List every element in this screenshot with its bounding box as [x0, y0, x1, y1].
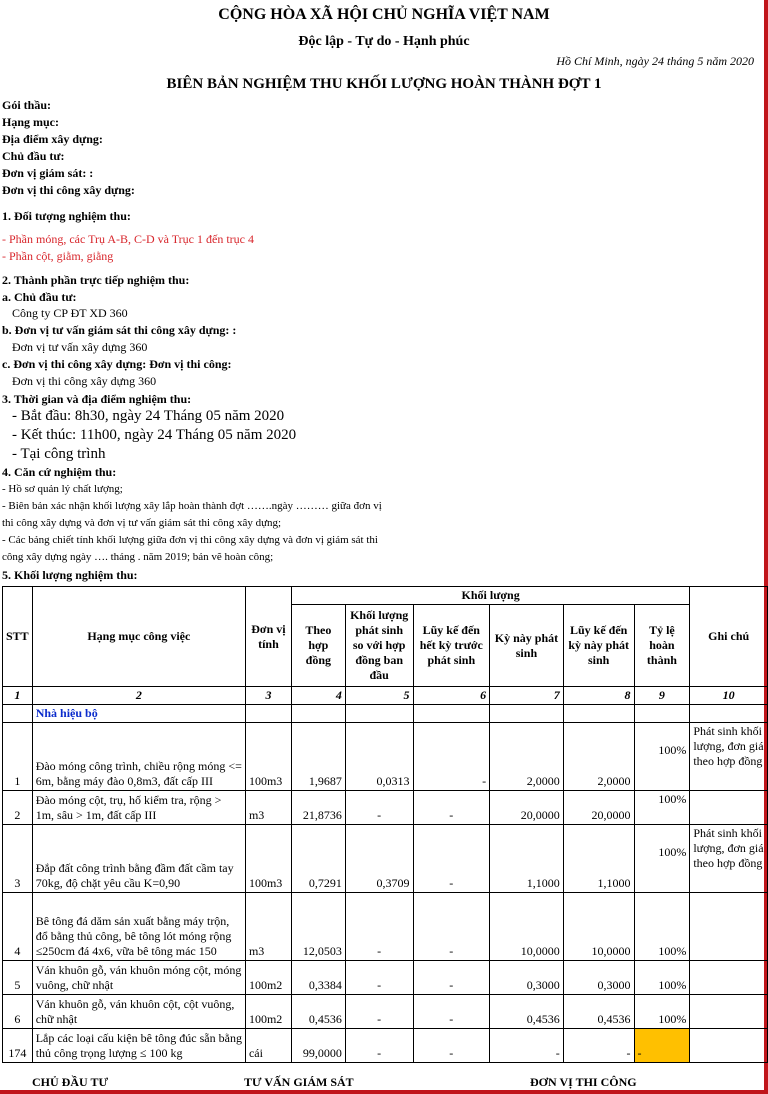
index-cell: 8 [563, 687, 634, 705]
row-this: 10,0000 [490, 893, 564, 961]
national-motto: Độc lập - Tự do - Hạnh phúc [298, 34, 470, 49]
row-this: 20,0000 [490, 791, 564, 825]
field-contractor: Đơn vị thi công xây dựng: [2, 183, 135, 197]
row-desc: Lắp các loại cấu kiện bê tông đúc sẵn bằng thủ công trọng lượng ≤ 100 kg [32, 1029, 245, 1063]
row-desc: Đắp đất công trình bằng đầm đất cầm tay 70kg, độ chặt yêu cầu K=0,90 [32, 825, 245, 893]
col-this-period: Kỳ này phát sinh [490, 605, 564, 687]
row-cumul: 20,0000 [563, 791, 634, 825]
row-rate: 100% [634, 893, 690, 961]
row-cumul: 0,3000 [563, 961, 634, 995]
row-prev: - [413, 1029, 490, 1063]
col-work-item: Hạng mục công việc [32, 587, 245, 687]
row-stt: 3 [3, 825, 33, 893]
section-2a-label: a. Chủ đầu tư: [2, 290, 77, 304]
col-cumulative-now: Lũy kế đến kỳ này phát sinh [563, 605, 634, 687]
row-note [690, 995, 768, 1029]
national-title: CỘNG HÒA XÃ HỘI CHỦ NGHĨA VIỆT NAM [218, 6, 550, 23]
col-contract: Theo hợp đồng [291, 605, 345, 687]
section-3-end: - Kết thúc: 11h00, ngày 24 Tháng 05 năm 2020 [12, 427, 297, 443]
row-unit: 100m2 [245, 961, 291, 995]
row-note [690, 1029, 768, 1063]
row-this: 0,3000 [490, 961, 564, 995]
row-note [690, 961, 768, 995]
row-arising: - [345, 791, 413, 825]
section-4-heading: 4. Căn cứ nghiệm thu: [2, 465, 117, 479]
row-unit: m3 [245, 893, 291, 961]
row-contract: 21,8736 [291, 791, 345, 825]
row-unit: 100m2 [245, 995, 291, 1029]
row-this: 2,0000 [490, 723, 564, 791]
row-desc: Đào móng cột, trụ, hố kiểm tra, rộng > 1m, sâu > 1m, đất cấp III [32, 791, 245, 825]
section-4-line-2: - Biên bản xác nhận khối lượng xây lắp hoàn thành đợt …….ngày ……… giữa đơn vị [2, 500, 382, 512]
index-cell: 6 [413, 687, 490, 705]
section-3-start: - Bắt đầu: 8h30, ngày 24 Tháng 05 năm 2020 [12, 408, 285, 424]
row-stt: 2 [3, 791, 33, 825]
section-1-line-2: - Phần cột, giằm, giằng [2, 249, 114, 263]
section-3-place: - Tại công trình [12, 446, 106, 462]
row-desc: Bê tông đá dăm sản xuất bằng máy trộn, đổ bằng thủ công, bê tông lót móng rộng ≤250cm đá 4x6, vữa bê tông mác 150 [32, 893, 245, 961]
row-desc: Ván khuôn gỗ, ván khuôn móng cột, móng vuông, chữ nhật [32, 961, 245, 995]
table-row [3, 723, 768, 791]
field-item: Hạng mục: [2, 115, 59, 129]
row-note [690, 893, 768, 961]
index-cell: 5 [345, 687, 413, 705]
row-contract: 0,7291 [291, 825, 345, 893]
row-contract: 0,3384 [291, 961, 345, 995]
row-arising: 0,3709 [345, 825, 413, 893]
field-location: Địa điểm xây dựng: [2, 132, 103, 146]
col-completion: Tỷ lệ hoàn thành [634, 605, 690, 687]
section-2a-value: Công ty CP ĐT XD 360 [12, 306, 128, 320]
document-title: BIÊN BẢN NGHIỆM THU KHỐI LƯỢNG HOÀN THÀNH ĐỢT 1 [166, 76, 602, 92]
signature-supervisor: TƯ VẤN GIÁM SÁT [244, 1075, 354, 1089]
section-2c-label: c. Đơn vị thi công xây dựng: Đơn vị thi công: [2, 357, 232, 371]
row-prev: - [413, 825, 490, 893]
table-row [3, 961, 768, 995]
row-this: - [490, 1029, 564, 1063]
row-stt: 1 [3, 723, 33, 791]
field-package: Gói thầu: [2, 98, 52, 112]
row-cumul: 2,0000 [563, 723, 634, 791]
row-cumul: 1,1000 [563, 825, 634, 893]
col-note: Ghi chú [690, 587, 768, 687]
section-4-line-5: công xây dựng ngày …. tháng . năm 2019; bản vẽ hoàn công; [2, 551, 274, 563]
col-cumulative-prev: Lũy kế đến hết kỳ trước phát sinh [413, 605, 490, 687]
row-cumul: - [563, 1029, 634, 1063]
row-arising: - [345, 1029, 413, 1063]
row-desc: Đào móng công trình, chiều rộng móng <= 6m, bằng máy đào 0,8m3, đất cấp III [32, 723, 245, 791]
row-rate: 100% [634, 791, 690, 825]
row-rate: - [634, 1029, 690, 1063]
row-unit: cái [245, 1029, 291, 1063]
row-rate: 100% [634, 825, 690, 893]
row-prev: - [413, 961, 490, 995]
row-arising: - [345, 995, 413, 1029]
field-supervisor: Đơn vị giám sát: : [2, 166, 94, 180]
row-unit: m3 [245, 791, 291, 825]
index-cell: 1 [3, 687, 33, 705]
signature-investor: CHỦ ĐẦU TƯ [32, 1075, 109, 1089]
col-arising: Khối lượng phát sinh so với hợp đồng ban đầu [345, 605, 413, 687]
place-date: Hồ Chí Minh, ngày 24 tháng 5 năm 2020 [556, 54, 754, 68]
index-cell: 10 [690, 687, 768, 705]
group-stt [3, 705, 33, 723]
row-prev: - [413, 791, 490, 825]
row-contract: 12,0503 [291, 893, 345, 961]
section-2c-value: Đơn vị thi công xây dựng 360 [12, 374, 157, 388]
signature-contractor: ĐƠN VỊ THI CÔNG [530, 1075, 637, 1089]
row-prev: - [413, 723, 490, 791]
section-4-line-1: - Hồ sơ quản lý chất lượng; [2, 483, 123, 495]
row-this: 0,4536 [490, 995, 564, 1029]
row-unit: 100m3 [245, 723, 291, 791]
row-this: 1,1000 [490, 825, 564, 893]
row-contract: 0,4536 [291, 995, 345, 1029]
row-rate: 100% [634, 723, 690, 791]
row-note: Phát sinh khối lượng, đơn giá theo hợp đồng [690, 825, 768, 893]
index-cell: 7 [490, 687, 564, 705]
row-prev: - [413, 893, 490, 961]
volume-table [2, 586, 768, 1063]
row-cumul: 0,4536 [563, 995, 634, 1029]
group-label: Nhà hiệu bộ [32, 705, 245, 723]
row-arising: - [345, 961, 413, 995]
row-rate: 100% [634, 961, 690, 995]
row-arising: - [345, 893, 413, 961]
row-note: Phát sinh khối lượng, đơn giá theo hợp đồng [690, 723, 768, 791]
row-note [690, 791, 768, 825]
row-stt: 6 [3, 995, 33, 1029]
section-2-heading: 2. Thành phần trực tiếp nghiệm thu: [2, 273, 190, 287]
col-group-volume: Khối lượng [291, 587, 689, 605]
col-stt: STT [3, 587, 33, 687]
index-cell: 3 [245, 687, 291, 705]
table-row [3, 825, 768, 893]
index-cell: 4 [291, 687, 345, 705]
section-3-heading: 3. Thời gian và địa điểm nghiệm thu: [2, 392, 192, 406]
section-5-heading: 5. Khối lượng nghiệm thu: [2, 568, 138, 582]
col-unit: Đơn vị tính [245, 587, 291, 687]
index-cell: 2 [32, 687, 245, 705]
table-row [3, 995, 768, 1029]
row-stt: 174 [3, 1029, 33, 1063]
section-1-line-1: - Phần móng, các Trụ A-B, C-D và Trục 1 đến trục 4 [2, 232, 254, 246]
row-prev: - [413, 995, 490, 1029]
section-4-line-4: - Các bảng chiết tính khối lượng giữa đơn vị thi công xây dựng và đơn vị giám sát thi [2, 534, 378, 546]
row-contract: 99,0000 [291, 1029, 345, 1063]
section-2b-label: b. Đơn vị tư vấn giám sát thi công xây dựng: : [2, 323, 237, 337]
index-cell: 9 [634, 687, 690, 705]
row-rate: 100% [634, 995, 690, 1029]
row-contract: 1,9687 [291, 723, 345, 791]
row-stt: 4 [3, 893, 33, 961]
table-row [3, 791, 768, 825]
section-4-line-3: thi công xây dựng và đơn vị tư vấn giám sát thi công xây dựng; [2, 517, 282, 529]
row-desc: Ván khuôn gỗ, ván khuôn cột, cột vuông, chữ nhật [32, 995, 245, 1029]
section-1-heading: 1. Đối tượng nghiệm thu: [2, 209, 131, 223]
table-row [3, 893, 768, 961]
field-investor: Chủ đầu tư: [2, 149, 65, 163]
section-2b-value: Đơn vị tư vấn xây dựng 360 [12, 340, 148, 354]
row-stt: 5 [3, 961, 33, 995]
row-unit: 100m3 [245, 825, 291, 893]
table-row [3, 1029, 768, 1063]
row-arising: 0,0313 [345, 723, 413, 791]
row-cumul: 10,0000 [563, 893, 634, 961]
